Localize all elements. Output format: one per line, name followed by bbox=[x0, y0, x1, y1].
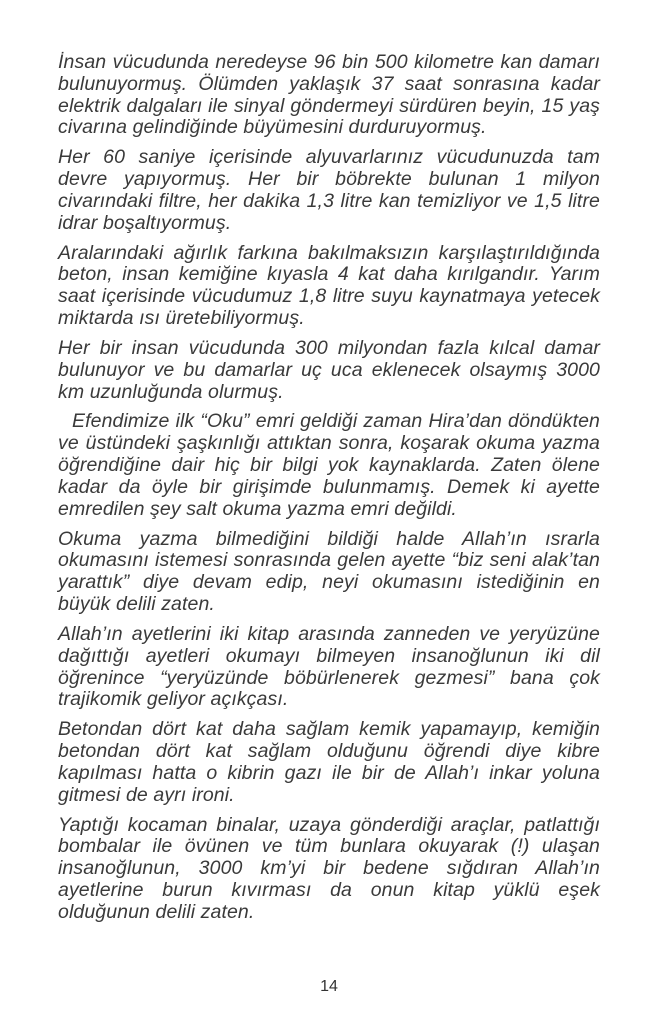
paragraph: Aralarındaki ağırlık farkına bakılmaksızın karşılaştırıldığında beton, insan kemiğine kıyasla 4 kat daha kırılgandır. Yarım saat içerisinde vücudumuz 1,8 litre suyu kaynatmaya yetecek miktarda ısı üretebiliyormuş. bbox=[58, 241, 600, 330]
paragraph: Efendimize ilk “Oku” emri geldiği zaman Hira’dan döndükten ve üstündeki şaşkınlığı attıktan sonra, koşarak okuma yazma öğrendiğine dair hiç bir bilgi yok kaynaklarda. Zaten ölene kadar da öyle bir girişimde bulunmamış. Demek ki ayette emredilen şey salt okuma yazma emri değildi. bbox=[58, 410, 600, 520]
paragraph: Her 60 saniye içerisinde alyuvarlarınız vücudunuzda tam devre yapıyormuş. Her bir böbrekte bulunan 1 milyon civarındaki filtre, her dakika 1,3 litre kan temizliyor ve 1,5 litre idrar boşaltıyormuş. bbox=[58, 146, 600, 234]
paragraph: Betondan dört kat daha sağlam kemik yapamayıp, kemiğin betondan dört kat sağlam olduğunu öğrendi diye kibre kapılması hatta o kibrin gazı ile bir de Allah’ı inkar yoluna gitmesi de ayrı ironi. bbox=[58, 718, 600, 806]
paragraph: Her bir insan vücudunda 300 milyondan fazla kılcal damar bulunuyor ve bu damarlar uç uca eklenecek olsaymış 3000 km uzunluğunda olurmuş. bbox=[58, 336, 600, 403]
paragraph: Allah’ın ayetlerini iki kitap arasında zanneden ve yeryüzüne dağıttığı ayetleri okumayı bilmeyen insanoğlunun iki dil öğrenince “yeryüzünde böbürlenerek gezmesi” bana çok trajikomik geliyor açıkçası. bbox=[58, 622, 600, 711]
paragraph: Okuma yazma bilmediğini bildiği halde Allah’ın ısrarla okumasını istemesi sonrasında gelen ayette “biz seni alak’tan yarattık” diye devam edip, neyi okumasını istediğinin en büyük delili zaten. bbox=[58, 527, 600, 616]
page-number: 14 bbox=[320, 978, 338, 995]
paragraph: İnsan vücudunda neredeyse 96 bin 500 kilometre kan damarı bulunuyormuş. Ölümden yaklaşık 37 saat sonrasına kadar elektrik dalgaları ile sinyal göndermeyi sürdüren beyin, 15 yaş civarına gelindiğinde büyümesini durduruyormuş. bbox=[58, 51, 600, 139]
paragraph: Yaptığı kocaman binalar, uzaya gönderdiği araçlar, patlattığı bombalar ile övünen ve tüm bunlara okuyarak (!) ulaşan insanoğlunun, 3000 km’yi bir bedene sığdıran Allah’ın ayetlerine burun kıvırması da onun kitap yüklü eşek olduğunun delili zaten. bbox=[58, 813, 600, 923]
text-block bbox=[58, 52, 600, 932]
